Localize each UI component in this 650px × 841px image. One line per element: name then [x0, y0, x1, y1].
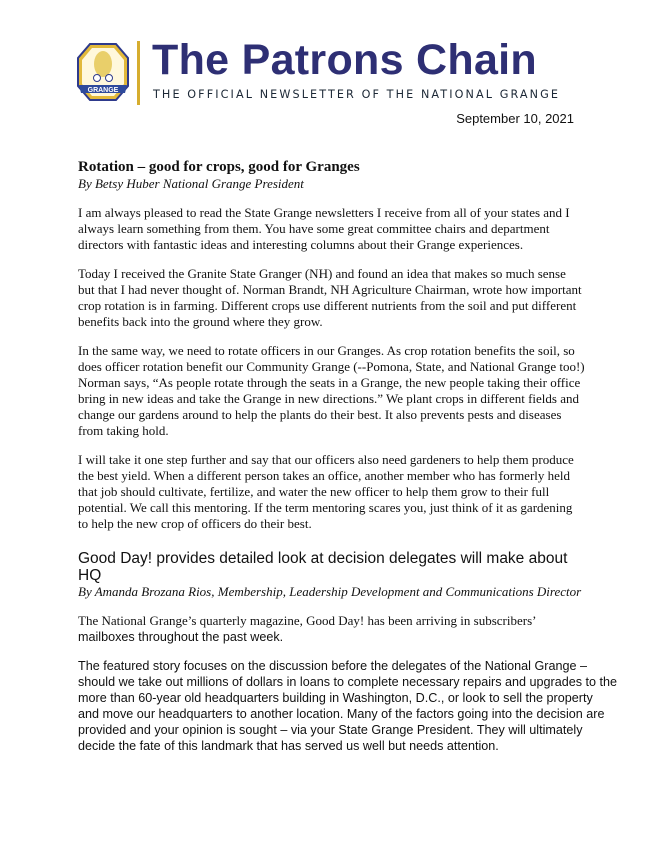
article-2-paragraph	[78, 613, 588, 645]
text-line: benefits back into the ground where they grow.	[78, 314, 323, 329]
article-2-title: Good Day! provides detailed look at decision delegates will make about HQ	[78, 550, 568, 584]
svg-text:GRANGE: GRANGE	[87, 87, 119, 94]
text-line: that job should cultivate, fertilize, and water the new officer to help them grow to their full	[78, 484, 550, 499]
text-line: directors with fantastic ideas and interesting columns about their Grange experiences.	[78, 237, 524, 252]
text-line: should we take out millions of dollars in loans to complete necessary repairs and upgrades to the	[78, 675, 618, 689]
text-line: to help the new crop of officers do their best.	[78, 516, 312, 531]
newsletter-subtitle: THE OFFICIAL NEWSLETTER OF THE NATIONAL GRANGE	[153, 88, 561, 101]
text-line: Today I received the Granite State Granger (NH) and found an idea that makes so much sense	[78, 266, 566, 281]
issue-date: September 10, 2021	[456, 111, 574, 126]
masthead-divider	[137, 41, 140, 105]
text-line: the best yield. When a different person takes an office, another member who has formerly held	[78, 468, 571, 483]
text-line: mailboxes throughout the past week.	[78, 630, 284, 644]
text-line: decide the fate of this landmark that has served us well but needs attention.	[78, 739, 499, 753]
text-line: The National Grange’s quarterly magazine, Good Day! has been arriving in subscribers’	[78, 613, 537, 628]
text-line: The featured story focuses on the discussion before the delegates of the National Grange –	[78, 659, 587, 673]
text-line: I will take it one step further and say that our officers also need gardeners to help them produce	[78, 452, 574, 467]
newsletter-title: The Patrons Chain	[152, 36, 537, 84]
text-line: bring in new ideas and take the Grange in new directions.” We plant crops in different fields and	[78, 391, 579, 406]
text-line: more than 60-year old headquarters building in Washington, D.C., or look to sell the property	[78, 691, 593, 705]
text-line: but that I had never thought of. Norman Brandt, NH Agriculture Chairman, wrote how important	[78, 282, 582, 297]
text-line: does officer rotation benefit our Community Grange (--Pomona, State, and National Grange too!)	[78, 359, 585, 374]
content	[78, 159, 618, 754]
article-2-paragraph	[78, 658, 618, 754]
article-1-paragraph	[78, 343, 588, 439]
text-line: and move our headquarters to another location. Many of the factors going into the decision are	[78, 707, 605, 721]
article-1-paragraph	[78, 205, 588, 253]
text-line: crop rotation is in farming. Different crops use different nutrients from the soil and put different	[78, 298, 577, 313]
article-1-byline: By Betsy Huber National Grange President	[78, 176, 304, 191]
text-line: provided and your opinion is sought – via your State Grange President. They will ultimately	[78, 723, 583, 737]
text-line: I am always pleased to read the State Grange newsletters I receive from all of your states and I	[78, 205, 570, 220]
text-line: from taking hold.	[78, 423, 169, 438]
article-2-byline: By Amanda Brozana Rios, Membership, Leadership Development and Communications Director	[78, 584, 582, 599]
text-line: always learn something from them. You have some great committee chairs and department	[78, 221, 550, 236]
article-1-body	[78, 205, 588, 532]
article-1-title: Rotation – good for crops, good for Granges	[78, 159, 360, 175]
article-1-paragraph	[78, 266, 588, 330]
article-1-paragraph	[78, 452, 588, 532]
grange-logo-icon	[76, 42, 130, 104]
text-line: In the same way, we need to rotate officers in our Granges. As crop rotation benefits the soil, so	[78, 343, 575, 358]
text-line: change our gardens around to help the plants do their best. It also prevents pests and diseases	[78, 407, 562, 422]
text-line: potential. We call this mentoring. If the term mentoring scares you, just think of it as gardening	[78, 500, 573, 515]
text-line: Norman says, “As people rotate through the seats in a Grange, the new people taking their office	[78, 375, 581, 390]
